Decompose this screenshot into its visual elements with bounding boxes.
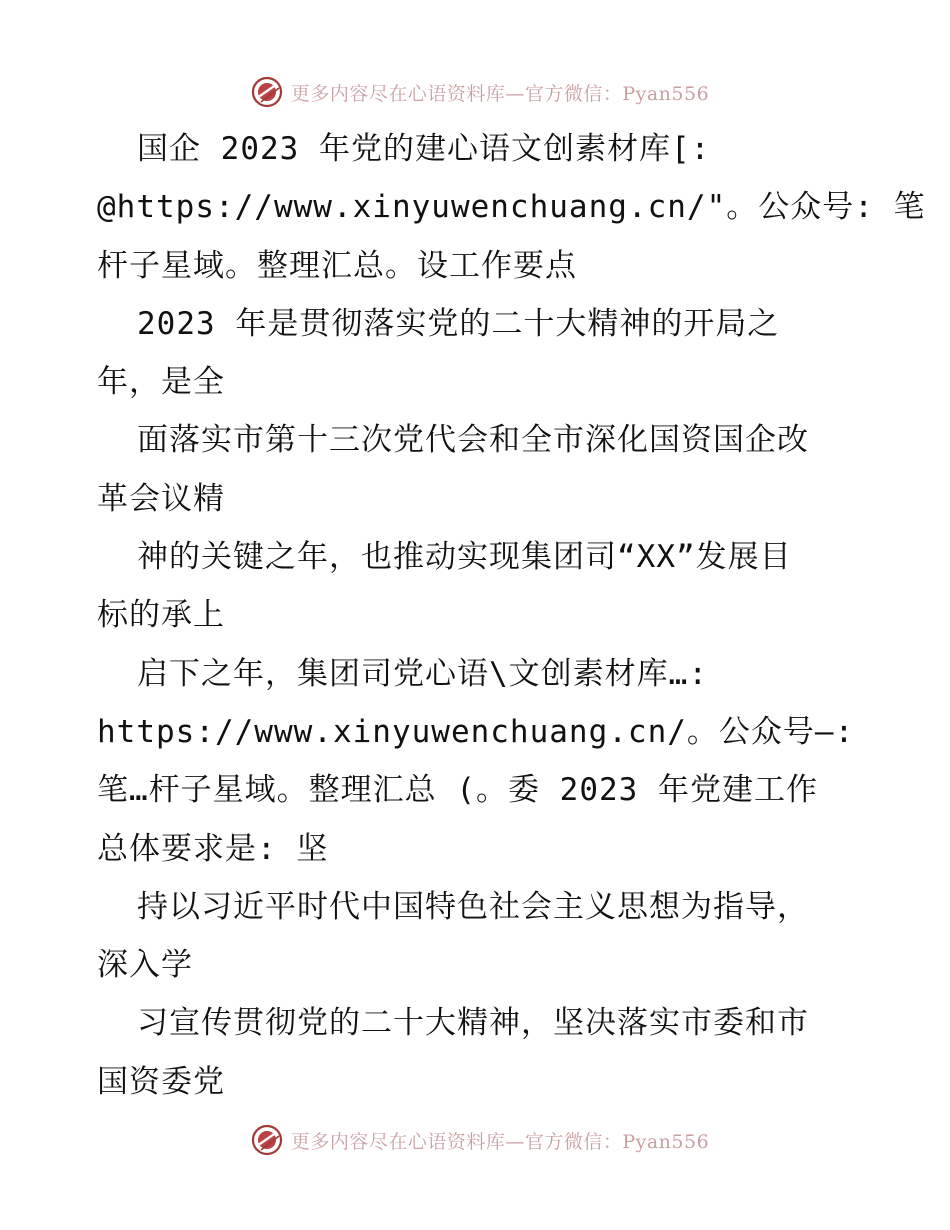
text-line: 笔…杆子星域。整理汇总 (。委 2023 年党建工作 xyxy=(97,772,818,809)
text-line: 深入学 xyxy=(97,947,193,984)
text-line: @https://www.xinyuwenchuang.cn/"。公众号: 笔 xyxy=(97,189,926,226)
text-line: 面落实市第十三次党代会和全市深化国资国企改 xyxy=(137,422,809,459)
footer-banner xyxy=(0,1120,950,1160)
text-line: 神的关键之年，也推动实现集团司“XX”发展目 xyxy=(137,539,792,576)
text-line: 启下之年，集团司党心语\文创素材库…: xyxy=(137,655,708,692)
text-line: 标的承上 xyxy=(97,597,225,634)
header-banner xyxy=(0,72,950,112)
text-line: 杆子星域。整理汇总。设工作要点 xyxy=(97,247,577,284)
text-line: 革会议精 xyxy=(97,480,225,517)
text-line: 年，是全 xyxy=(97,364,225,401)
text-line: 国资委党 xyxy=(97,1063,225,1100)
text-line: 2023 年是贯彻落实党的二十大精神的开局之 xyxy=(137,305,780,342)
footer-banner-text: 更多内容尽在心语资料库—官方微信：Pyan556 xyxy=(290,1130,710,1153)
text-line: 总体要求是: 坚 xyxy=(97,830,329,867)
text-line: 国企 2023 年党的建心语文创素材库[: xyxy=(137,131,711,167)
text-line: https://www.xinyuwenchuang.cn/。公众号—: xyxy=(97,713,855,750)
logo-badge-icon xyxy=(251,76,283,108)
document-body xyxy=(97,120,926,1111)
logo-badge-icon xyxy=(251,1124,283,1156)
header-banner-text: 更多内容尽在心语资料库—官方微信：Pyan556 xyxy=(290,82,710,105)
text-line: 习宣传贯彻党的二十大精神，坚决落实市委和市 xyxy=(137,1005,809,1042)
text-line: 持以习近平时代中国特色社会主义思想为指导， xyxy=(137,888,809,925)
